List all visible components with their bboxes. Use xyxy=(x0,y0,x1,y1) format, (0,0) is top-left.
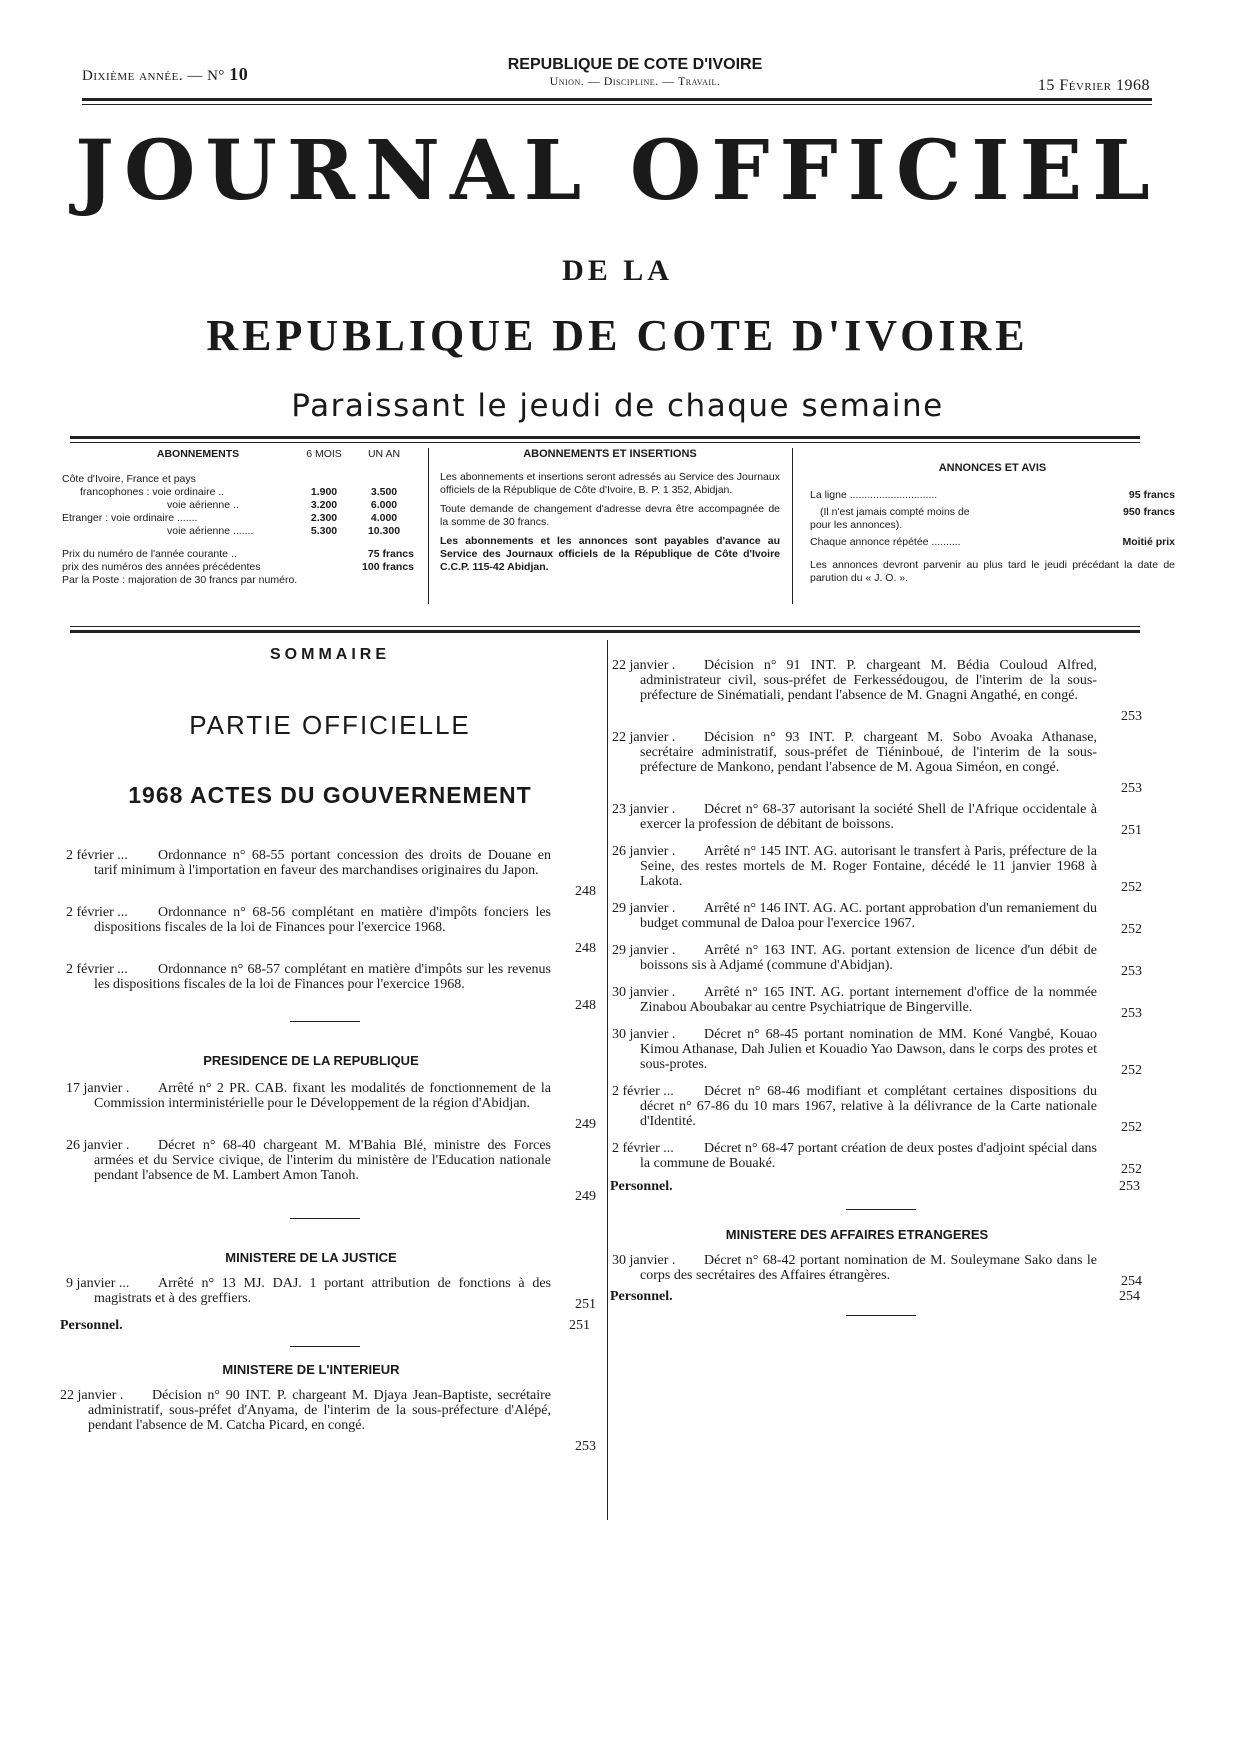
section-title: MINISTERE DE LA JUSTICE xyxy=(225,1250,397,1265)
entry-page: 252 xyxy=(1121,1162,1142,1177)
sommaire-entry xyxy=(612,844,1142,895)
prix-row xyxy=(62,561,414,574)
entry-text: Décision n° 90 INT. P. chargeant M. Djaya Jean-Baptiste, secrétaire administratif, sous-préfet d'Anyama, de l'interim de la sous-préfecture d'Alépé, pendant l'absence de M. Catcha Picard, en congé. xyxy=(88,1388,551,1433)
min-label: (Il n'est jamais compté moins de xyxy=(820,506,970,518)
issue-date: 15 Février 1968 xyxy=(1037,77,1150,94)
abonnement-label: voie aérienne ....... xyxy=(167,525,254,537)
actes-title: 1968 ACTES DU GOUVERNEMENT xyxy=(128,782,532,808)
abonnements-rows xyxy=(62,473,414,538)
column-divider xyxy=(607,640,608,1520)
abonnement-label: Côte d'Ivoire, France et pays xyxy=(62,473,196,485)
entry-text: Décret n° 68-46 modifiant et complétant certaines dispositions du décret n° 67-86 du 10 mars 1967, relative à la délivrance de la Carte nationale d'Identité. xyxy=(640,1084,1097,1129)
entry-text: Décret n° 68-40 chargeant M. M'Bahia Blé, ministre des Forces armées et du Service civique, de l'interim du ministère de l'Education nationale pendant l'absence de M. Lambert Amon Tanoh. xyxy=(94,1138,551,1183)
personnel-label: Personnel. xyxy=(60,1318,123,1333)
entry-date: 22 janvier . xyxy=(60,1388,124,1403)
section-divider xyxy=(290,1021,360,1022)
annonces-title: ANNONCES ET AVIS xyxy=(938,462,1047,474)
entry-date: 30 janvier . xyxy=(612,1253,676,1268)
entry-text: Arrêté n° 163 INT. AG. portant extension de licence d'un débit de boissons sis à Adjamé (commune d'Abidjan). xyxy=(640,943,1097,973)
prix-value: 75 francs xyxy=(367,548,414,560)
entry-page: 253 xyxy=(1121,1006,1142,1021)
entry-page: 248 xyxy=(575,998,596,1013)
box-separator-2 xyxy=(792,448,793,604)
abonnement-6mois: 5.300 xyxy=(310,525,338,537)
issue-number xyxy=(82,64,248,85)
abonnement-unan xyxy=(354,473,414,486)
box-top-rule xyxy=(70,436,1140,439)
section-divider xyxy=(846,1209,916,1210)
personnel-page: 254 xyxy=(1119,1289,1140,1304)
box-bottom-rule-thin xyxy=(70,626,1140,627)
entry-text: Arrêté n° 13 MJ. DAJ. 1 portant attribution de fonctions à des magistrats et à des greffiers. xyxy=(94,1276,551,1306)
entry-page: 252 xyxy=(1121,922,1142,937)
entry-text: Arrêté n° 2 PR. CAB. fixant les modalités de fonctionnement de la Commission interministérielle pour le Développement de la région d'Abidjan. xyxy=(94,1081,551,1111)
entry-page: 252 xyxy=(1121,1120,1142,1135)
abonnement-label: Etranger : voie ordinaire ....... xyxy=(62,512,198,524)
entry-page: 252 xyxy=(1121,880,1142,895)
entry-date: 29 janvier . xyxy=(612,943,676,958)
top-rule xyxy=(82,98,1152,101)
tagline: Paraissant le jeudi de chaque semaine xyxy=(291,388,944,424)
prix-label: prix des numéros des années précédentes xyxy=(62,561,261,573)
sommaire-entry xyxy=(66,1276,596,1312)
journal-title: JOURNAL OFFICIEL xyxy=(75,123,1160,219)
sommaire-entry xyxy=(66,905,596,956)
entry-date: 2 février ... xyxy=(66,962,128,977)
section-title: MINISTERE DE L'INTERIEUR xyxy=(222,1362,400,1377)
section-divider xyxy=(290,1346,360,1347)
entry-date: 23 janvier . xyxy=(612,802,676,817)
year-label: Dixième année. — N° xyxy=(82,68,225,84)
entry-page: 251 xyxy=(1121,823,1142,838)
personnel-page: 253 xyxy=(1119,1179,1140,1194)
personnel-page: 251 xyxy=(569,1318,590,1333)
personnel-entry xyxy=(610,1289,1140,1304)
entry-text: Arrêté n° 165 INT. AG. portant internement d'office de la nommée Zinabou Aboubakar au centre Psychiatrique de Bingerville. xyxy=(640,985,1097,1015)
abonnements-title: ABONNEMENTS xyxy=(156,448,240,460)
abonnements-box xyxy=(62,448,414,587)
entry-text: Décret n° 68-45 portant nomination de MM. Koné Vangbé, Kouao Kimou Athanase, Dah Julien et Kouadio Yao Dawson, dans le corps des protes et sous-protes. xyxy=(640,1027,1097,1072)
prix-label: Prix du numéro de l'année courante .. xyxy=(62,548,237,560)
rep-value: Moitié prix xyxy=(1122,536,1175,548)
entry-date: 2 février ... xyxy=(612,1141,674,1156)
abonnements-insertions-title: ABONNEMENTS ET INSERTIONS xyxy=(523,448,697,460)
abonnement-unan: 6.000 xyxy=(370,499,398,511)
entry-text: Décision n° 91 INT. P. chargeant M. Bédia Couloud Alfred, administrateur civil, sous-préfet de Ferkessédougou, de l'interim de la sous-préfecture de Sinématiali, pendant l'absence de M. Gnagni Angathé, en congé. xyxy=(640,658,1097,703)
abonnement-row xyxy=(62,512,414,525)
entry-text: Arrêté n° 145 INT. AG. autorisant le transfert à Paris, préfecture de la Seine, des restes mortels de M. Roger Fontaine, décédé le 11 janvier 1968 à Lakota. xyxy=(640,844,1097,889)
country-header xyxy=(470,56,800,89)
abonnement-unan: 3.500 xyxy=(370,486,398,498)
box-bottom-rule xyxy=(70,630,1140,633)
entry-page: 249 xyxy=(575,1117,596,1132)
rep-label: Chaque annonce répétée .......... xyxy=(810,536,961,548)
abonnements-insertions-box xyxy=(440,448,780,574)
sommaire-entry xyxy=(612,1027,1142,1078)
sommaire-title: SOMMAIRE xyxy=(270,646,390,663)
entry-text: Ordonnance n° 68-55 portant concession des droits de Douane en tarif minimum à l'importation en faveur des marchandises originaires du Japon. xyxy=(94,848,551,878)
section-title: PRESIDENCE DE LA REPUBLIQUE xyxy=(203,1053,419,1068)
top-rule-thin xyxy=(82,104,1152,105)
entry-date: 30 janvier . xyxy=(612,985,676,1000)
entry-date: 2 février ... xyxy=(66,905,128,920)
abonnement-unan: 10.300 xyxy=(367,525,401,537)
entry-date: 22 janvier . xyxy=(612,730,676,745)
sommaire-entry xyxy=(612,730,1142,796)
entry-text: Décret n° 68-47 portant création de deux postes d'adjoint spécial dans la commune de Bouaké. xyxy=(640,1141,1097,1171)
abonnement-6mois xyxy=(294,473,354,486)
entry-page: 249 xyxy=(575,1189,596,1204)
entry-page: 251 xyxy=(575,1297,596,1312)
abonnement-row xyxy=(62,499,414,512)
abonnement-label: voie aérienne .. xyxy=(167,499,239,511)
entry-page: 254 xyxy=(1121,1274,1142,1289)
col-6mois: 6 MOIS xyxy=(306,448,342,460)
personnel-entry xyxy=(60,1318,590,1333)
sommaire-entry xyxy=(66,1081,596,1132)
entry-page: 253 xyxy=(1121,964,1142,979)
insertions-p1: Les abonnements et insertions seront adressés au Service des Journaux officiels de la République de Côte d'Ivoire, B. P. 1 352, Abidjan. xyxy=(440,471,780,496)
entry-date: 26 janvier . xyxy=(66,1138,130,1153)
prix-row xyxy=(62,548,414,561)
entry-page: 248 xyxy=(575,884,596,899)
personnel-entry xyxy=(610,1179,1140,1194)
sommaire-entry xyxy=(612,985,1142,1021)
sommaire-entry xyxy=(612,901,1142,937)
entry-text: Décret n° 68-37 autorisant la société Shell de l'Afrique occidentale à exercer la profession de débitant de boissons. xyxy=(640,802,1097,832)
entry-page: 253 xyxy=(1121,781,1142,796)
section-divider xyxy=(846,1315,916,1316)
abonnement-6mois: 3.200 xyxy=(310,499,338,511)
abonnement-row xyxy=(62,473,414,486)
box-separator-1 xyxy=(428,448,429,604)
sommaire-entry xyxy=(612,802,1142,838)
abonnement-row xyxy=(62,486,414,499)
partie-officielle: PARTIE OFFICIELLE xyxy=(189,710,471,740)
sommaire-entry xyxy=(612,658,1142,724)
sommaire-entry xyxy=(612,943,1142,979)
sommaire-entry xyxy=(612,1253,1142,1289)
min-value: 950 francs xyxy=(1123,506,1175,518)
insertions-p3: Les abonnements et les annonces sont payables d'avance au Service des Journaux officiels de la République de Côte d'Ivoire C.C.P. 115-42 Abidjan. xyxy=(440,535,780,573)
annonces-box xyxy=(810,448,1175,585)
entry-page: 253 xyxy=(575,1439,596,1454)
prix-value: 100 francs xyxy=(362,561,414,573)
personnel-label: Personnel. xyxy=(610,1289,673,1304)
entry-text: Arrêté n° 146 INT. AG. AC. portant approbation d'un remaniement du budget communal de Daloa pour l'exercice 1967. xyxy=(640,901,1097,931)
issue-number-value: 10 xyxy=(229,64,249,84)
motto: Union. — Discipline. — Travail. xyxy=(549,74,721,88)
sommaire-entry xyxy=(66,848,596,899)
col-unan: UN AN xyxy=(367,448,401,460)
entry-text: Décret n° 68-42 portant nomination de M. Souleymane Sako dans le corps des secrétaires des Affaires étrangères. xyxy=(640,1253,1097,1283)
abonnement-unan: 4.000 xyxy=(370,512,398,524)
box-top-rule-thin xyxy=(70,442,1140,443)
prix-label: Par la Poste : majoration de 30 francs par numéro. xyxy=(62,574,298,586)
section-divider xyxy=(290,1218,360,1219)
ligne-value: 95 francs xyxy=(1128,489,1175,501)
entry-date: 2 février ... xyxy=(66,848,128,863)
sommaire-entry xyxy=(612,1084,1142,1135)
ligne-label: La ligne .............................. xyxy=(810,489,938,501)
republic-title: REPUBLIQUE DE COTE D'IVOIRE xyxy=(206,311,1029,360)
sommaire-entry xyxy=(66,1138,596,1204)
personnel-label: Personnel. xyxy=(610,1179,673,1194)
insertions-p2: Toute demande de changement d'adresse devra être accompagnée de la somme de 30 francs. xyxy=(440,503,780,528)
section-title: MINISTERE DES AFFAIRES ETRANGERES xyxy=(725,1227,989,1242)
entry-page: 252 xyxy=(1121,1063,1142,1078)
de-la: DE LA xyxy=(562,254,673,287)
abonnement-row xyxy=(62,525,414,538)
abonnement-6mois: 2.300 xyxy=(310,512,338,524)
entry-page: 248 xyxy=(575,941,596,956)
abonnement-6mois: 1.900 xyxy=(310,486,338,498)
entry-text: Décision n° 93 INT. P. chargeant M. Sobo Avoaka Athanase, secrétaire administratif, sous-préfet de Tiéninboué, de l'interim de la sous-préfecture de Mankono, pendant l'absence de M. Agoua Siméon, en congé. xyxy=(640,730,1097,775)
entry-date: 2 février ... xyxy=(612,1084,674,1099)
entry-date: 26 janvier . xyxy=(612,844,676,859)
sommaire-entry xyxy=(612,1141,1142,1177)
entry-date: 9 janvier ... xyxy=(66,1276,130,1291)
entry-date: 30 janvier . xyxy=(612,1027,676,1042)
prix-row xyxy=(62,574,414,587)
entry-text: Ordonnance n° 68-56 complétant en matière d'impôts fonciers les dispositions fiscales de la loi de Finances pour l'exercice 1968. xyxy=(94,905,551,935)
min-suffix: pour les annonces). xyxy=(810,519,903,531)
sommaire-entry xyxy=(66,962,596,1013)
annonces-note: Les annonces devront parvenir au plus tard le jeudi précédant la date de parution du « J. O. ». xyxy=(810,559,1175,584)
entry-date: 22 janvier . xyxy=(612,658,676,673)
country-name: REPUBLIQUE DE COTE D'IVOIRE xyxy=(507,56,763,73)
entry-page: 253 xyxy=(1121,709,1142,724)
sommaire-entry xyxy=(60,1388,596,1454)
entry-text: Ordonnance n° 68-57 complétant en matière d'impôts sur les revenus les dispositions fiscales de la loi de Finances pour l'exercice 1968. xyxy=(94,962,551,992)
entry-date: 17 janvier . xyxy=(66,1081,130,1096)
abonnement-label: francophones : voie ordinaire .. xyxy=(80,486,225,498)
entry-date: 29 janvier . xyxy=(612,901,676,916)
prix-rows xyxy=(62,548,414,587)
